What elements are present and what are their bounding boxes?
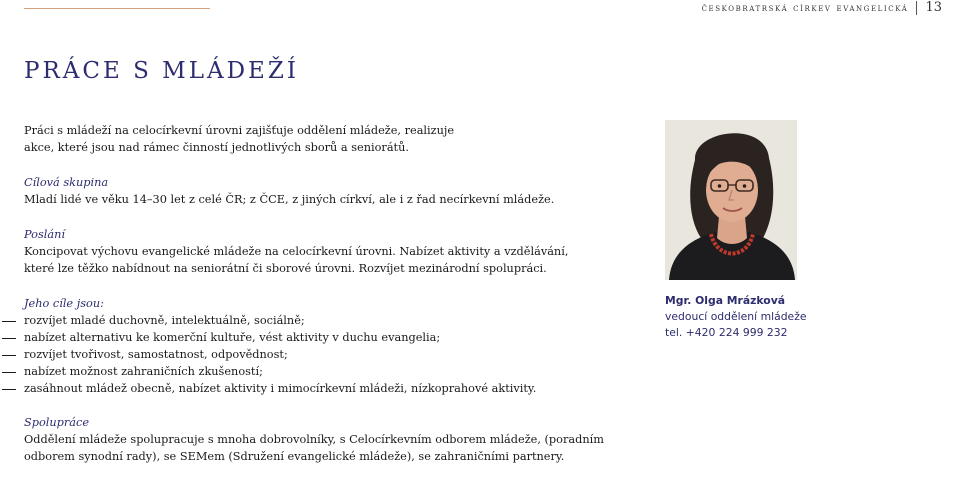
contact-block: [665, 293, 807, 341]
contact-phone: tel. +420 224 999 232: [665, 326, 788, 339]
goal-item: zasáhnout mládež obecně, nabízet aktivity i mimocírkevní mládeži, nízkoprahové aktivity.: [24, 380, 634, 397]
header-separator: [916, 1, 917, 15]
contact-name: Mgr. Olga Mrázková: [665, 294, 786, 307]
contact-role: vedoucí oddělení mládeže: [665, 310, 807, 323]
goal-item: rozvíjet tvořivost, samostatnost, odpovědnost;: [24, 346, 634, 363]
page-number: 13: [925, 0, 942, 15]
mission-line-1: Koncipovat výchovu evangelické mládeže na celocírkevní úrovni. Nabízet aktivity a vzdělávání,: [24, 245, 569, 258]
goal-item: nabízet možnost zahraničních zkušeností;: [24, 363, 634, 380]
portrait-illustration: [665, 120, 797, 280]
target-group-title: Cílová skupina: [24, 176, 109, 189]
intro-line-2: akce, které jsou nad rámec činností jednotlivých sborů a seniorátů.: [24, 141, 409, 154]
page-title: PRÁCE S MLÁDEŽÍ: [24, 58, 299, 84]
goals-title: Jeho cíle jsou:: [24, 297, 104, 310]
intro-line-1: Práci s mládeží na celocírkevní úrovni zajišťuje oddělení mládeže, realizuje: [24, 124, 455, 137]
goal-item: rozvíjet mladé duchovně, intelektuálně, sociálně;: [24, 312, 634, 329]
target-group-text: Mladí lidé ve věku 14–30 let z celé ČR; z ČCE, z jiných církví, ale i z řad necírkevní mládeže.: [24, 193, 555, 206]
organization-name: českobratrská církev evangelická: [701, 1, 909, 14]
goal-item: nabízet alternativu ke komerční kultuře, vést aktivity v duchu evangelia;: [24, 329, 634, 346]
cooperation-title: Spolupráce: [24, 416, 90, 429]
goals-list: [24, 312, 634, 397]
cooperation-line-1: Oddělení mládeže spolupracuje s mnoha dobrovolníky, s Celocírkevním odborem mládeže, (poradním: [24, 433, 604, 446]
top-decorative-rule: [24, 8, 210, 9]
main-text-column: [24, 122, 634, 465]
mission-title: Poslání: [24, 228, 65, 241]
cooperation-line-2: odborem synodní rady), se SEMem (Sdružení evangelické mládeže), se zahraničními partnery.: [24, 450, 565, 463]
running-header: [702, 0, 942, 15]
portrait-photo: [665, 120, 797, 280]
mission-line-2: které lze těžko nabídnout na seniorátní či sborové úrovni. Rozvíjet mezinárodní spolupráci.: [24, 262, 547, 275]
